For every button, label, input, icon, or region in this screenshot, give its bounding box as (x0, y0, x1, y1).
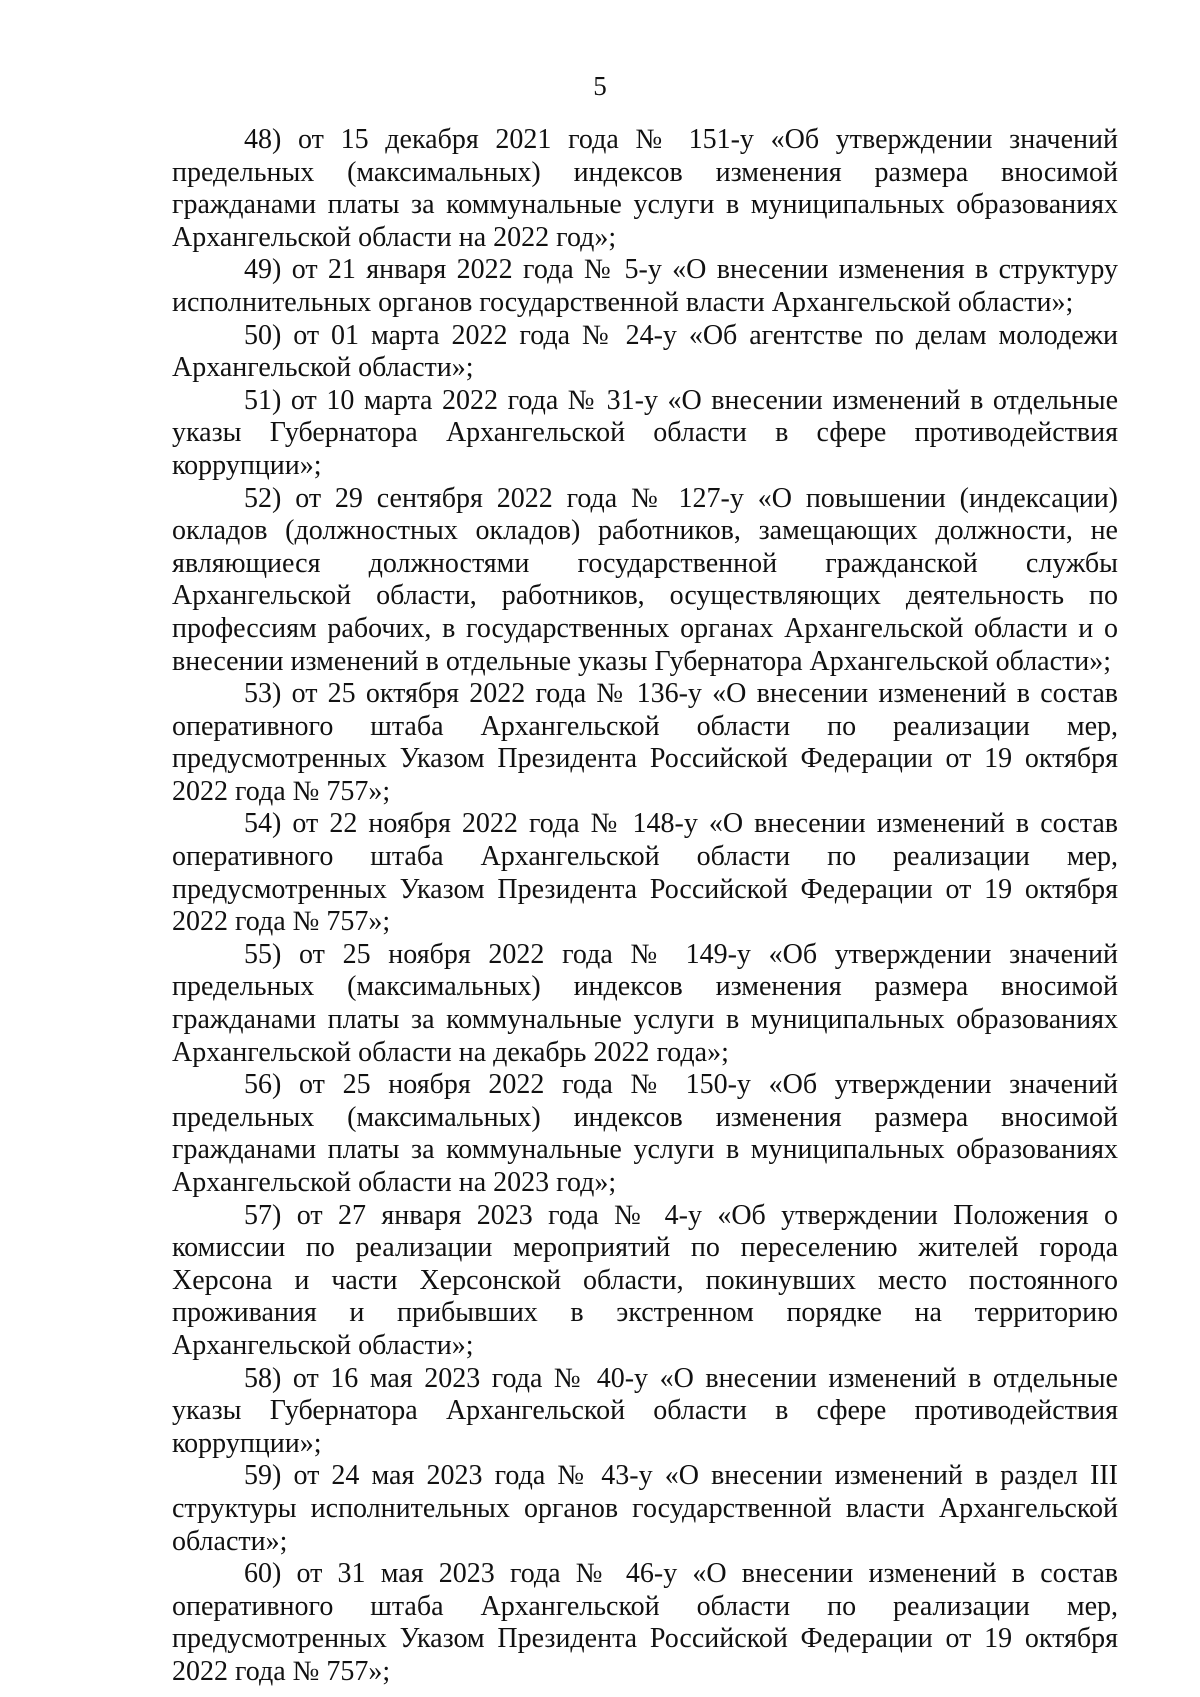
list-item-58: 58) от 16 мая 2023 года № 40-у «О внесении изменений в отдельные указы Губернатора Архангельской области в сфере противодействия коррупции»; (172, 1362, 1118, 1459)
list-item-50: 50) от 01 марта 2022 года № 24-у «Об агентстве по делам молодежи Архангельской области»; (172, 319, 1118, 384)
list-item-53: 53) от 25 октября 2022 года № 136-у «О внесении изменений в состав оперативного штаба Архангельской области по реализации мер, предусмотренных Указом Президента Российской Федерации от 19 октября 2022 года № 757»; (172, 678, 1118, 807)
list-item-57: 57) от 27 января 2023 года № 4-у «Об утверждении Положения о комиссии по реализации мероприятий по переселению жителей города Херсона и части Херсонской области, покинувших место постоянного проживания и прибывших в экстренном порядке на территорию Архангельской области»; (172, 1199, 1118, 1361)
list-item-60: 60) от 31 мая 2023 года № 46-у «О внесении изменений в состав оперативного штаба Архангельской области по реализации мер, предусмотренных Указом Президента Российской Федерации от 19 октября 2022 года № 757»; (172, 1558, 1118, 1687)
list-item-52: 52) от 29 сентября 2022 года № 127-у «О повышении (индексации) окладов (должностных окладов) работников, замещающих должности, не являющиеся должностями государственной гражданской службы Архангельской области, работников, осуществляющих деятельность по профессиям рабочих, в государственных органах Архангельской области и о внесении изменений в отдельные указы Губернатора Архангельской области»; (172, 482, 1118, 677)
list-item-49: 49) от 21 января 2022 года № 5-у «О внесении изменения в структуру исполнительных органов государственной власти Архангельской области»; (172, 254, 1118, 318)
list-item-59: 59) от 24 мая 2023 года № 43-у «О внесении изменений в раздел III структуры исполнительных органов государственной власти Архангельской области»; (172, 1460, 1118, 1557)
document-body (172, 124, 1118, 1689)
list-item-56: 56) от 25 ноября 2022 года № 150-у «Об утверждении значений предельных (максимальных) индексов изменения размера вносимой гражданами платы за коммунальные услуги в муниципальных образованиях Архангельской области на 2023 год»; (172, 1069, 1118, 1198)
list-item-54: 54) от 22 ноября 2022 года № 148-у «О внесении изменений в состав оперативного штаба Архангельской области по реализации мер, предусмотренных Указом Президента Российской Федерации от 19 октября 2022 года № 757»; (172, 808, 1118, 938)
list-item-55: 55) от 25 ноября 2022 года № 149-у «Об утверждении значений предельных (максимальных) индексов изменения размера вносимой гражданами платы за коммунальные услуги в муниципальных образованиях Архангельской области на декабрь 2022 года»; (172, 938, 1118, 1068)
page-number: 5 (593, 71, 607, 101)
list-item-48: 48) от 15 декабря 2021 года № 151-у «Об утверждении значений предельных (максимальных) индексов изменения размера вносимой гражданами платы за коммунальные услуги в муниципальных образованиях Архангельской области на 2022 год»; (172, 124, 1118, 253)
list-item-51: 51) от 10 марта 2022 года № 31-у «О внесении изменений в отдельные указы Губернатора Архангельской области в сфере противодействия коррупции»; (172, 384, 1118, 481)
